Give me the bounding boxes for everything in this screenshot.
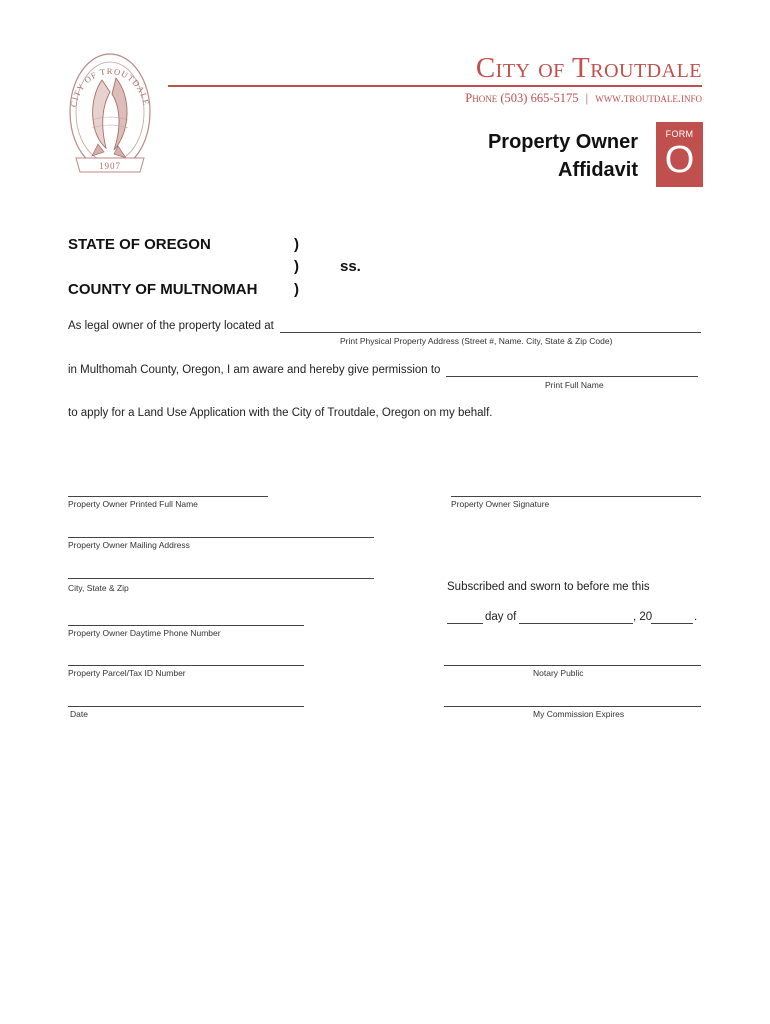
subscribed-text: Subscribed and sworn to before me this (447, 581, 650, 593)
property-address-field[interactable] (280, 332, 701, 333)
parcel-caption: Property Parcel/Tax ID Number (68, 668, 186, 678)
mailing-address-caption: Property Owner Mailing Address (68, 540, 190, 550)
permitted-person-caption: Print Full Name (545, 380, 604, 390)
property-address-caption: Print Physical Property Address (Street #, Name. City, State & Zip Code) (340, 336, 613, 346)
parcel-field[interactable] (68, 665, 304, 666)
permitted-person-field[interactable] (446, 376, 698, 377)
county-of-multnomah: COUNTY OF MULTNOMAH (68, 281, 258, 298)
phone-field[interactable] (68, 625, 304, 626)
header-rule (168, 85, 702, 87)
form-badge-label: FORM (665, 129, 694, 139)
owner-signature-caption: Property Owner Signature (451, 499, 550, 509)
permission-text: in Multhomah County, Oregon, I am aware and hereby give permission to (68, 364, 441, 376)
phone-label: Phone (465, 91, 498, 105)
mailing-address-field[interactable] (68, 537, 374, 538)
svg-text:CITY OF TROUTDALE: CITY OF TROUTDALE (68, 66, 152, 108)
phone-number: (503) 665-5175 (500, 91, 579, 105)
form-title-line2: Affidavit (558, 159, 638, 181)
form-badge (656, 122, 703, 187)
venue-ss: ss. (340, 258, 361, 275)
apply-text: to apply for a Land Use Application with the City of Troutdale, Oregon on my behalf. (68, 407, 493, 419)
city-state-zip-caption: City, State & Zip (68, 583, 129, 593)
form-title (488, 128, 638, 184)
commission-expires-caption: My Commission Expires (533, 709, 625, 719)
date-field[interactable] (68, 706, 304, 707)
venue-paren-3: ) (294, 281, 299, 298)
period-text: . (694, 611, 698, 623)
year-prefix-text: , 20 (633, 611, 653, 623)
venue-paren-2: ) (294, 258, 299, 275)
form-badge-letter: O (664, 139, 695, 181)
state-of-oregon: STATE OF OREGON (68, 236, 211, 253)
day-of-text: day of (485, 611, 517, 623)
owner-name-field[interactable] (68, 496, 268, 497)
svg-text:1907: 1907 (99, 161, 121, 171)
notary-year-field[interactable] (651, 623, 693, 624)
notary-public-caption: Notary Public (533, 668, 584, 678)
notary-day-field[interactable] (447, 623, 483, 624)
commission-expires-field[interactable] (444, 706, 701, 707)
city-state-zip-field[interactable] (68, 578, 374, 579)
legal-owner-text: As legal owner of the property located at (68, 320, 274, 332)
city-name-heading: City of Troutdale (475, 52, 702, 84)
contact-info (465, 91, 702, 106)
phone-caption: Property Owner Daytime Phone Number (68, 628, 221, 638)
form-title-line1: Property Owner (487, 131, 638, 153)
date-caption: Date (70, 709, 88, 719)
contact-separator: | (585, 91, 589, 105)
venue-paren-1: ) (294, 236, 299, 253)
website-link[interactable]: www.troutdale.info (595, 91, 702, 105)
owner-signature-field[interactable] (451, 496, 701, 497)
notary-month-field[interactable] (519, 623, 633, 624)
owner-name-caption: Property Owner Printed Full Name (68, 499, 198, 509)
notary-public-field[interactable] (444, 665, 701, 666)
city-seal-logo (62, 40, 158, 188)
